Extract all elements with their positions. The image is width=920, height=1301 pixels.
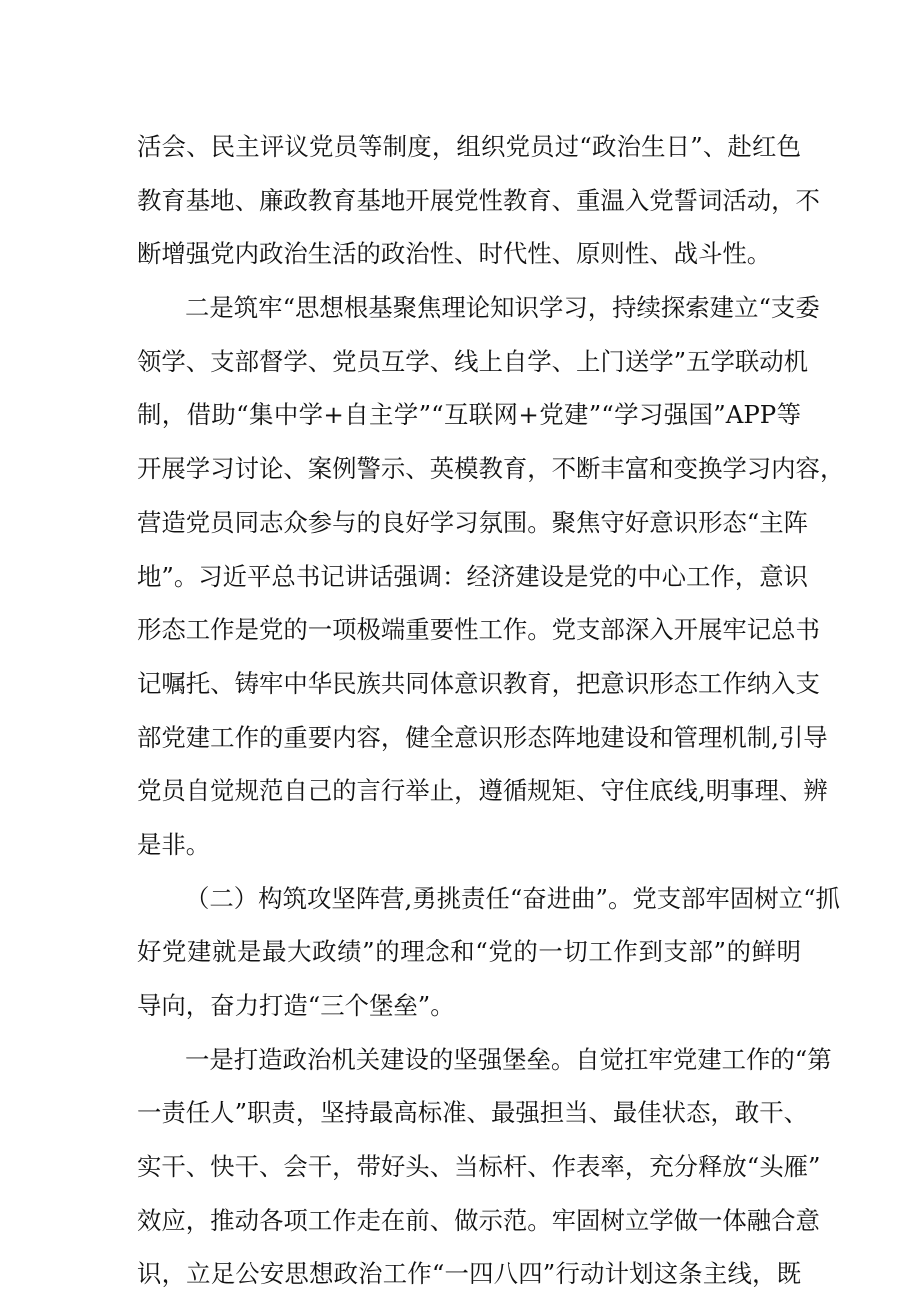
text-line: 记嘱托、铸牢中华民族共同体意识教育，把意识形态工作纳入支 [137, 668, 820, 698]
text-line: 教育基地、廉政教育基地开展党性教育、重温入党誓词活动，不 [137, 185, 820, 215]
text-line: 导向，奋力打造“三个堡垒”。 [137, 991, 455, 1020]
text-line: 营造党员同志众参与的良好学习氛围。聚焦守好意识形态“主阵 [137, 507, 809, 537]
text-line: 部党建工作的重要内容，健全意识形态阵地建设和管理机制,引导 [137, 722, 828, 752]
text-line: 活会、民主评议党员等制度，组织党员过“政治生日”、赴红色 [137, 132, 801, 161]
paragraph [137, 120, 820, 281]
paragraph [137, 1033, 832, 1301]
text-line: 一是打造政治机关建设的坚强堡垒。自觉扛牢党建工作的“第 [185, 1044, 832, 1074]
paragraph [137, 281, 845, 872]
text-line: 是非。 [137, 829, 211, 859]
text-line: 识，立足公安思想政治工作“一四八四”行动计划这条主线，既 [137, 1259, 801, 1289]
text-line: 领学、支部督学、党员互学、线上自学、上门送学”五学联动机 [137, 346, 809, 376]
text-line: 制，借助“集中学+自主学”“互联网+党建”“学习强国”APP等 [137, 400, 801, 430]
text-line: 开展学习讨论、案例警示、英模教育，不断丰富和变换学习内容， [137, 454, 845, 484]
text-line: 断增强党内政治生活的政治性、时代性、原则性、战斗性。 [137, 239, 772, 269]
paragraph [137, 872, 840, 1033]
text-line: 一责任人”职责，坚持最高标准、最强担当、最佳状态，敢干、 [137, 1098, 809, 1128]
text-line: 效应，推动各项工作走在前、做示范。牢固树立学做一体融合意 [137, 1205, 820, 1235]
text-line: 党员自觉规范自己的言行举止，遵循规矩、守住底线,明事理、辨 [137, 776, 828, 806]
text-line: 地”。习近平总书记讲话强调：经济建设是党的中心工作，意识 [137, 561, 809, 591]
text-line: 形态工作是党的一项极端重要性工作。党支部深入开展牢记总书 [137, 615, 820, 645]
text-line: （二）构筑攻坚阵营,勇挑责任“奋进曲”。党支部牢固树立“抓 [185, 883, 840, 913]
document-body [137, 120, 845, 1301]
text-line: 二是筑牢“思想根基聚焦理论知识学习，持续探索建立“支委 [185, 293, 820, 323]
text-line: 好党建就是最大政绩”的理念和“党的一切工作到支部”的鲜明 [137, 937, 801, 967]
text-line: 实干、快干、会干，带好头、当标杆、作表率，充分释放“头雁” [137, 1152, 821, 1182]
